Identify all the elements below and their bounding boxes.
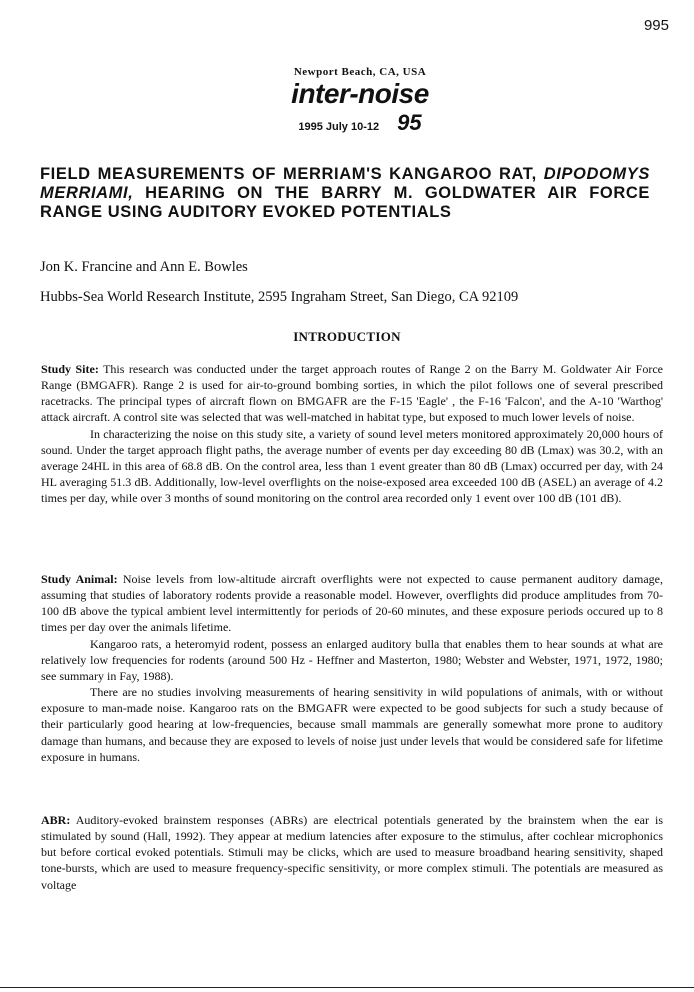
page-number: 995 (643, 17, 669, 34)
study-animal-lead: Study Animal: (41, 572, 118, 586)
study-animal-paragraph-3: There are no studies involving measurements of hearing sensitivity in wild populations of animals, with or without exposure to man-made noise. Kangaroo rats on the BMGAFR were expected to be good subjects for such a study because of their particularly good hearing at low-frequencies, because small mammals are generally somewhat more prone to auditory damage than humans, and because they are exposed to levels of noise just under levels that would be considered safe for lifetime exposure in humans. (41, 685, 663, 764)
conference-date-row (240, 110, 480, 136)
authors: Jon K. Francine and Ann E. Bowles (40, 259, 248, 275)
abr-lead: ABR: (41, 813, 71, 827)
conference-header (240, 66, 480, 136)
conference-date: 1995 July 10-12 (298, 121, 380, 133)
abr-section (41, 812, 663, 893)
study-animal-paragraph-2: Kangaroo rats, a heteromyid rodent, possess an enlarged auditory bulla that enables them to hear sounds at what are relatively low frequencies for rodents (around 500 Hz - Heffner and Masterton, 1980; Webster and Webster, 1971, 1972, 1980; see summary in Fay, 1988). (41, 636, 663, 683)
study-site-lead: Study Site: (41, 362, 99, 376)
study-animal-text-1: Noise levels from low-altitude aircraft overflights were not expected to cause permanent auditory damage, assuming that studies of laboratory rodents provide a reasonable model. However, overflights did produce amplitudes from 70-100 dB above the typical ambient level intermittently for periods of 20-60 minutes, and these exposure periods occured up to 8 times per day over the animals lifetime. (41, 572, 663, 635)
paper-title (40, 165, 650, 222)
conference-logo: inter-noise (291, 78, 429, 109)
title-part2: HEARING ON THE BARRY M. GOLDWATER AIR FORCE RANGE USING AUDITORY EVOKED POTENTIALS (40, 184, 650, 221)
study-animal-paragraph-1 (41, 571, 663, 636)
abr-paragraph-1 (41, 812, 663, 893)
page-bottom-rule (0, 987, 694, 988)
study-animal-section (41, 571, 663, 765)
affiliation: Hubbs-Sea World Research Institute, 2595 Ingraham Street, San Diego, CA 92109 (40, 289, 519, 305)
study-site-paragraph-2: In characterizing the noise on this study site, a variety of sound level meters monitored approximately 20,000 hours of sound. Under the target approach flight paths, the average number of events per day exceeding 80 dB (Lmax) was 30.2, with an average 24HL in this area of 68.8 dB. On the control area, less than 1 event greater than 80 dB (Lmax) occurred per day, with 24 HL averaging 51.3 dB. Additionally, low-level overflights on the noise-exposed area exceeded 100 dB (ASEL) an average of 4.2 times per day, while over 3 months of sound monitoring on the control area recorded only 1 event over 100 dB (101 dB). (41, 426, 663, 506)
study-site-section (41, 361, 663, 506)
conference-location: Newport Beach, CA, USA (293, 66, 427, 78)
abr-text-1: Auditory-evoked brainstem responses (ABRs) are electrical potentials generated by the brainstem when the ear is stimulated by sound (Hall, 1992). They appear at medium latencies after exposure to the stimulus, after cochlear microphonics but before cortical evoked potentials. Stimuli may be clicks, which are used to measure broadband hearing sensitivity, shaped tone-bursts, which are used to measure frequency-specific sensitivity, or more complex stimuli. The potentials are measured as voltage (41, 813, 664, 892)
title-scientific-name: DIPODOMYS MERRIAMI, (40, 165, 650, 202)
title-part1: FIELD MEASUREMENTS OF MERRIAM'S KANGAROO RAT, (40, 165, 537, 183)
study-site-text-1: This research was conducted under the target approach routes of Range 2 on the Barry M. Goldwater Air Force Range (BMGAFR). Range 2 is used for air-to-ground bombing sorties, in which the pilot follows one of several prescribed racetracks. The principal types of aircraft flown on BMGAFR are the F-15 'Eagle' , the F-16 'Falcon', and the A-10 'Warthog' attack aircraft. A control site was selected that was well-matched in habitat type, but exposed to much lower levels of noise. (41, 362, 663, 425)
conference-year-mark: 95 (397, 110, 422, 135)
section-heading-introduction: INTRODUCTION (293, 329, 401, 344)
study-site-paragraph-1 (41, 361, 663, 426)
